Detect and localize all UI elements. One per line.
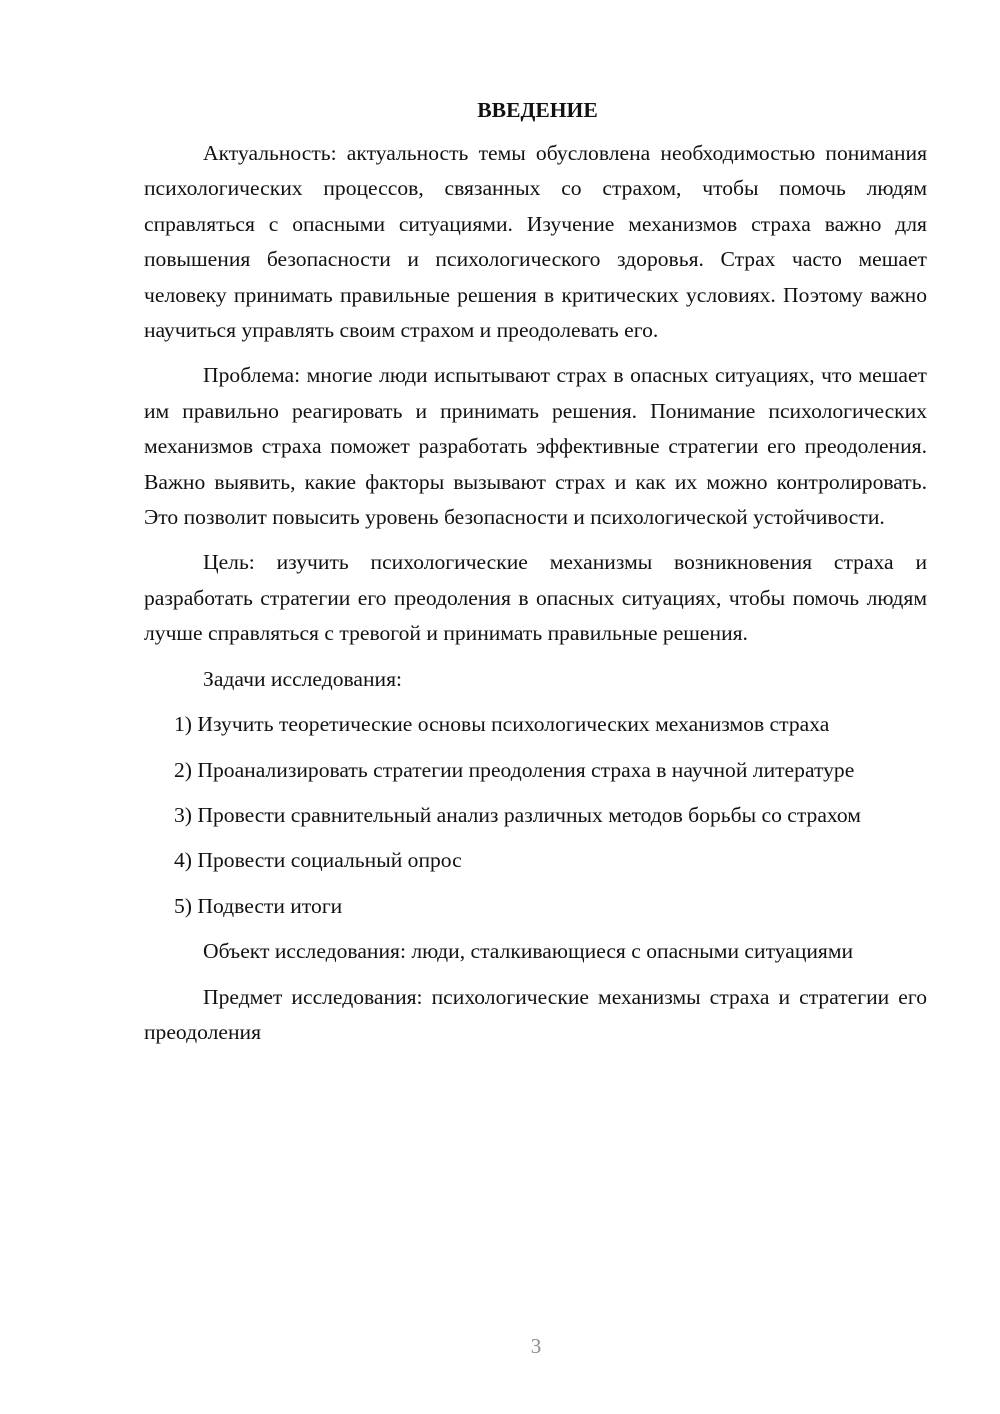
task-item-2: 2) Проанализировать стратегии преодоления страха в научной литературе	[174, 757, 855, 782]
task-item-3: 3) Провести сравнительный анализ различных методов борьбы со страхом	[174, 802, 861, 827]
subject-paragraph: Предмет исследования: психологические механизмы страха и стратегии его преодоления	[144, 984, 927, 1044]
relevance-paragraph: Актуальность: актуальность темы обусловлена необходимостью понимания психологических процессов, связанных со страхом, чтобы помочь людям справляться с опасными ситуациями. Изучение механизмов страха важно для повышения безопасности и психологического здоровья. Страх часто мешает человеку принимать правильные решения в критических условиях. Поэтому важно научиться управлять своим страхом и преодолевать его.	[144, 141, 927, 343]
task-item-1: 1) Изучить теоретические основы психологических механизмов страха	[174, 712, 830, 737]
page-number: 3	[530, 1334, 542, 1358]
tasks-label: Задачи исследования:	[203, 666, 403, 691]
problem-paragraph: Проблема: многие люди испытывают страх в опасных ситуациях, что мешает им правильно реагировать и принимать решения. Понимание психологических механизмов страха поможет разработать эффективные стратегии его преодоления. Важно выявить, какие факторы вызывают страх и как их можно контролировать. Это позволит повысить уровень безопасности и психологической устойчивости.	[144, 363, 927, 530]
task-item-5: 5) Подвести итоги	[174, 893, 343, 918]
section-heading: ВВЕДЕНИЕ	[477, 98, 598, 122]
goal-paragraph: Цель: изучить психологические механизмы возникновения страха и разработать стратегии его преодоления в опасных ситуациях, чтобы помочь людям лучше справляться с тревогой и принимать правильные решения.	[144, 550, 927, 646]
task-item-4: 4) Провести социальный опрос	[174, 848, 462, 873]
page-content	[144, 92, 927, 1060]
object-paragraph: Объект исследования: люди, сталкивающиеся с опасными ситуациями	[203, 939, 854, 964]
